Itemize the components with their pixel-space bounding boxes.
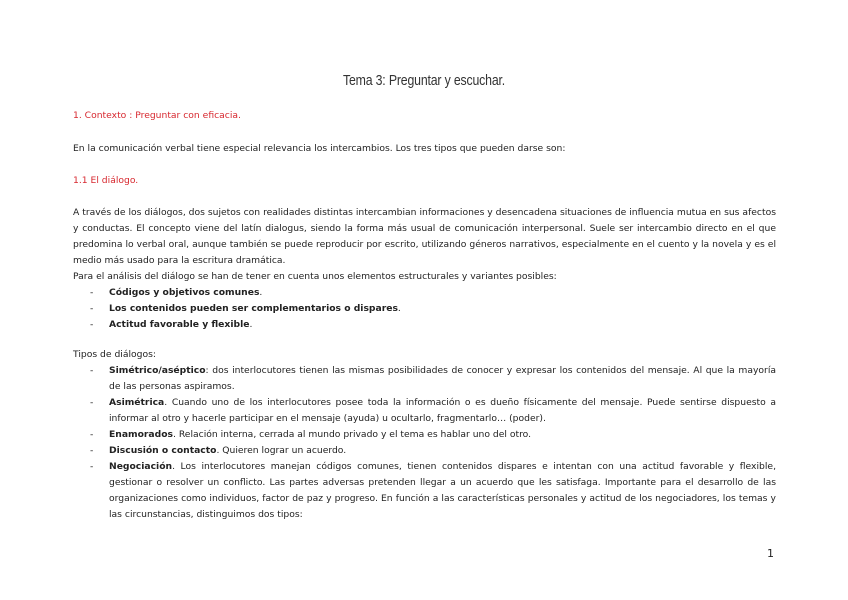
types-list bbox=[73, 363, 776, 523]
section-1-heading: 1. Contexto : Preguntar con eficacia. bbox=[73, 110, 241, 121]
list-item-bold: Simétrico/aséptico bbox=[109, 365, 206, 376]
intro-paragraph: En la comunicación verbal tiene especial relevancia los intercambios. Los tres tipos que pueden darse son: bbox=[73, 143, 566, 154]
analysis-intro: Para el análisis del diálogo se han de tener en cuenta unos elementos estructurales y variantes posibles: bbox=[73, 271, 557, 282]
list-item-bold: Discusión o contacto bbox=[109, 445, 217, 456]
list-item-bold: Los contenidos pueden ser complementarios o dispares bbox=[109, 303, 398, 314]
list-item-text: . bbox=[397, 303, 401, 314]
page-number: 1 bbox=[767, 547, 774, 560]
list-item bbox=[73, 363, 776, 395]
bullet-dash: - bbox=[90, 429, 94, 440]
section-1-1-heading: 1.1 El diálogo. bbox=[73, 175, 139, 186]
list-item-text: : dos interlocutores tienen las mismas posibilidades de conocer y expresar los contenidos del mensaje. Al que la mayoría de las personas aspiramos. bbox=[109, 365, 776, 392]
bullet-dash: - bbox=[90, 397, 94, 408]
list-item-text: . Cuando uno de los interlocutores posee toda la información o es dueño físicamente del mensaje. Puede sentirse dispuesto a informar al otro y hacerle participar en el mensaje (ayuda) u ocultarlo, fragmentarlo… (poder). bbox=[109, 397, 776, 424]
bullet-dash: - bbox=[90, 445, 94, 456]
bullet-dash: - bbox=[90, 461, 94, 472]
list-item-bold: Códigos y objetivos comunes bbox=[109, 287, 260, 298]
list-item bbox=[73, 427, 776, 443]
list-item-bold: Negociación bbox=[109, 461, 173, 472]
list-item bbox=[73, 395, 776, 427]
dialogue-paragraph: A través de los diálogos, dos sujetos con realidades distintas intercambian informaciones y desencadena situaciones de influencia mutua en sus afectos y conductas. El concepto viene del latín dialogus, siendo la forma más usual de comunicación interpersonal. Suele ser intercambio directo en el que predomina lo verbal oral, aunque también se puede reproducir por escrito, utilizando géneros narrativos, especialmente en el cuento y la novela y es el medio más usado para la escritura dramática. bbox=[73, 207, 776, 266]
elements-list bbox=[73, 285, 776, 333]
list-item-bold: Asimétrica bbox=[109, 397, 165, 408]
bullet-dash: - bbox=[90, 365, 94, 376]
list-item-bold: Enamorados bbox=[109, 429, 173, 440]
list-item bbox=[73, 317, 776, 333]
list-item-text: . Relación interna, cerrada al mundo privado y el tema es hablar uno del otro. bbox=[173, 429, 532, 440]
list-item-text: . Quieren lograr un acuerdo. bbox=[216, 445, 347, 456]
list-item-text: . bbox=[249, 319, 253, 330]
page-title: Tema 3: Preguntar y escuchar. bbox=[342, 72, 506, 89]
bullet-dash: - bbox=[90, 319, 94, 330]
bullet-dash: - bbox=[90, 287, 94, 298]
types-heading: Tipos de diálogos: bbox=[73, 349, 156, 360]
list-item bbox=[73, 459, 776, 523]
list-item-bold: Actitud favorable y flexible bbox=[109, 319, 250, 330]
list-item bbox=[73, 301, 776, 317]
list-item bbox=[73, 443, 776, 459]
document-body bbox=[73, 108, 776, 523]
list-item-text: . Los interlocutores manejan códigos comunes, tienen contenidos dispares e intentan con una actitud favorable y flexible, gestionar o resolver un conflicto. Las partes adversas pretenden llegar a un acuerdo que les satisfaga. Importante para el desarrollo de las organizaciones como individuos, factor de paz y progreso. En función a las características personales y actitud de los negociadores, los temas y las circunstancias, distinguimos dos tipos: bbox=[109, 461, 776, 520]
bullet-dash: - bbox=[90, 303, 94, 314]
list-item-text: . bbox=[259, 287, 263, 298]
list-item bbox=[73, 285, 776, 301]
